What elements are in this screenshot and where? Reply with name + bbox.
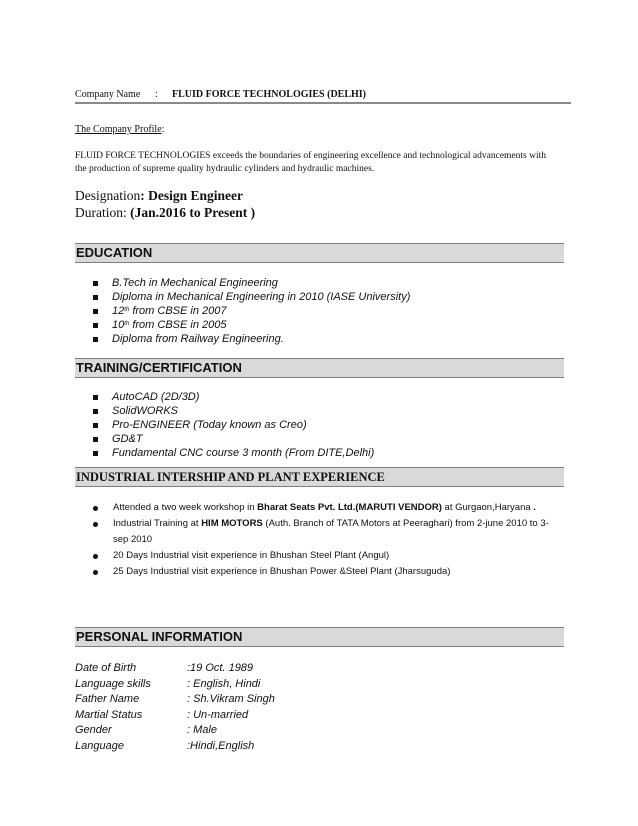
personal-info-row bbox=[75, 661, 275, 677]
designation-label: Designation bbox=[75, 188, 141, 203]
company-profile-heading bbox=[75, 124, 164, 135]
company-name-colon: : bbox=[155, 89, 158, 100]
duration-line bbox=[75, 204, 255, 221]
internship-section-header: INDUSTRIAL INTERSHIP AND PLANT EXPERIENCE bbox=[75, 467, 564, 487]
education-list bbox=[92, 276, 410, 346]
training-section-header: TRAINING/CERTIFICATION bbox=[75, 358, 564, 378]
education-item: Diploma from Railway Engineering. bbox=[92, 332, 410, 346]
personal-info-value: :19 Oct. 1989 bbox=[187, 662, 254, 674]
personal-info-value: : Male bbox=[187, 724, 217, 736]
company-name-row bbox=[75, 88, 571, 104]
personal-info-row bbox=[75, 677, 275, 693]
personal-info-row bbox=[75, 723, 275, 739]
personal-info-value: : English, Hindi bbox=[187, 677, 261, 690]
personal-info-value: :Hindi,English bbox=[187, 739, 255, 752]
personal-info-value: : Sh.Vikram Singh bbox=[187, 693, 275, 705]
duration-label: Duration: bbox=[75, 205, 127, 220]
company-profile-text: FLUID FORCE TECHNOLOGIES exceeds the boundaries of engineering excellence and technological advancements with the production of supreme quality hydraulic cylinders and hydraulic machines. bbox=[75, 151, 546, 174]
personal-section-header: PERSONAL INFORMATION bbox=[75, 627, 564, 647]
personal-info-key: Gender bbox=[75, 724, 112, 736]
personal-info-key: Martial Status bbox=[75, 708, 143, 721]
personal-info-key: Language skills bbox=[75, 677, 151, 690]
designation-block bbox=[75, 187, 255, 221]
internship-item: Industrial Training at HIM MOTORS (Auth. Branch of TATA Motors at Peeraghari) from 2-june 2010 to 3-sep 2010 bbox=[92, 516, 562, 548]
education-item: 10th from CBSE in 2005 bbox=[92, 318, 410, 332]
personal-info-row bbox=[75, 739, 275, 755]
training-item: GD&T bbox=[92, 432, 374, 446]
personal-info-value: : Un-married bbox=[187, 708, 249, 721]
training-item: Pro-ENGINEER (Today known as Creo) bbox=[92, 418, 374, 432]
education-item: B.Tech in Mechanical Engineering bbox=[92, 276, 410, 290]
company-profile-heading-text: The Company Profile bbox=[75, 124, 162, 135]
training-list bbox=[92, 390, 374, 460]
internship-item: Attended a two week workshop in Bharat Seats Pvt. Ltd.(MARUTI VENDOR) at Gurgaon,Haryana . bbox=[92, 500, 562, 516]
internship-list bbox=[92, 500, 562, 580]
designation-value: : Design Engineer bbox=[140, 188, 243, 203]
training-item: SolidWORKS bbox=[92, 404, 374, 418]
company-profile-heading-colon: : bbox=[161, 124, 165, 135]
training-item: AutoCAD (2D/3D) bbox=[92, 390, 374, 404]
education-section-header: EDUCATION bbox=[75, 243, 564, 263]
personal-info-table bbox=[75, 661, 275, 754]
education-item: Diploma in Mechanical Engineering in 2010 (IASE University) bbox=[92, 290, 410, 304]
personal-info-row bbox=[75, 692, 275, 708]
internship-item: 25 Days Industrial visit experience in Bhushan Power &Steel Plant (Jharsuguda) bbox=[92, 564, 562, 580]
personal-info-key: Date of Birth bbox=[75, 662, 137, 674]
company-name-value: FLUID FORCE TECHNOLOGIES (DELHI) bbox=[172, 89, 367, 100]
designation-line bbox=[75, 187, 255, 204]
training-item: Fundamental CNC course 3 month (From DITE,Delhi) bbox=[92, 446, 374, 460]
duration-value: (Jan.2016 to Present ) bbox=[130, 205, 256, 220]
education-item: 12th from CBSE in 2007 bbox=[92, 304, 410, 318]
personal-info-row bbox=[75, 708, 275, 724]
company-name-label: Company Name bbox=[75, 89, 141, 100]
personal-info-key: Father Name bbox=[75, 693, 140, 705]
internship-item: 20 Days Industrial visit experience in Bhushan Steel Plant (Angul) bbox=[92, 548, 562, 564]
personal-info-key: Language bbox=[75, 739, 124, 752]
